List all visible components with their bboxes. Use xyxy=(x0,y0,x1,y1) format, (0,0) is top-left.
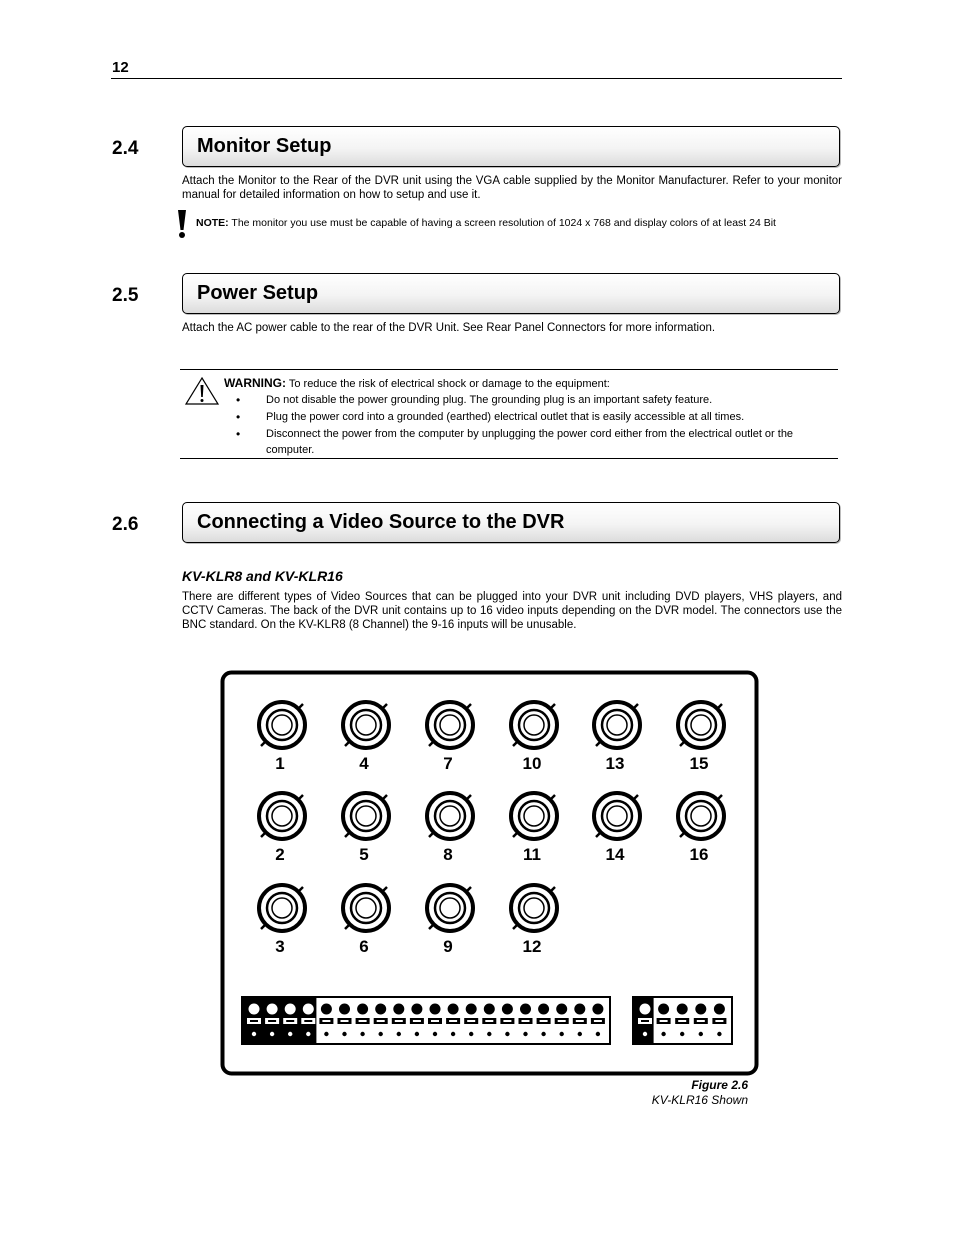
bnc-label: 1 xyxy=(275,754,285,773)
warning-item: • Plug the power cord into a grounded (earthed) electrical outlet that is easily accessible at all times. xyxy=(236,410,826,426)
warning-item: • Disconnect the power from the computer by unplugging the power cord either from the electrical outlet or the computer. xyxy=(236,427,826,458)
bnc-label: 4 xyxy=(359,754,369,773)
warning-heading xyxy=(224,376,610,390)
note-label: NOTE: xyxy=(196,217,229,229)
monitor-setup-paragraph: Attach the Monitor to the Rear of the DVR unit using the VGA cable supplied by the Monitor Manufacturer. Refer to your monitor manual for detailed information on how to setup and use it. xyxy=(182,175,842,201)
terminal-block xyxy=(633,997,732,1044)
section-number-2-6: 2.6 xyxy=(112,514,139,535)
bnc-label: 16 xyxy=(689,845,709,864)
note-block xyxy=(172,208,852,240)
rear-panel-diagram xyxy=(220,670,760,1078)
section-header-power-setup xyxy=(182,273,840,314)
bnc-label: 11 xyxy=(523,845,541,864)
bnc-label: 12 xyxy=(522,937,542,956)
terminal-blocks xyxy=(242,997,732,1044)
power-setup-paragraph: Attach the AC power cable to the rear of the DVR Unit. See Rear Panel Connectors for more information. xyxy=(182,322,716,334)
bnc-label: 3 xyxy=(275,937,285,956)
header-rule xyxy=(111,78,842,79)
section-header-video-source xyxy=(182,502,840,543)
bnc-label: 15 xyxy=(689,754,709,773)
bnc-label: 2 xyxy=(275,845,285,864)
bnc-label: 10 xyxy=(522,754,542,773)
note-body: The monitor you use must be capable of having a screen resolution of 1024 x 768 and display colors of at least 24 Bit xyxy=(228,217,776,229)
page-number: 12 xyxy=(112,59,129,76)
warning-label: WARNING: xyxy=(224,376,286,390)
warning-list xyxy=(236,393,826,460)
warning-item: • Do not disable the power grounding plug. The grounding plug is an important safety feature. xyxy=(236,393,826,409)
section-number-2-4: 2.4 xyxy=(112,138,139,159)
bnc-label: 6 xyxy=(359,937,369,956)
section-title: Monitor Setup xyxy=(197,135,332,157)
section-header-monitor-setup xyxy=(182,126,840,167)
exclamation-icon xyxy=(174,209,190,239)
video-source-paragraph: There are different types of Video Sources that can be plugged into your DVR unit including DVD players, VHS players, and CCTV Cameras. The back of the DVR unit contains up to 16 video inputs depending on the DVR model. The connectors use the BNC standard. On the KV-KLR8 (8 Channel) the 9-16 inputs will be unusable. xyxy=(182,591,842,631)
bnc-label: 5 xyxy=(359,845,369,864)
terminal-block xyxy=(242,997,610,1044)
section-number-2-5: 2.5 xyxy=(112,285,139,306)
figure-number: Figure 2.6 xyxy=(691,1078,748,1092)
warning-block xyxy=(180,369,838,459)
bnc-label: 9 xyxy=(443,937,453,956)
warning-intro: To reduce the risk of electrical shock or damage to the equipment: xyxy=(286,378,610,390)
warning-triangle-icon xyxy=(184,376,220,406)
bnc-label: 14 xyxy=(605,845,625,864)
figure-caption: KV-KLR16 Shown xyxy=(651,1093,748,1107)
section-title: Connecting a Video Source to the DVR xyxy=(197,511,565,533)
bnc-label: 8 xyxy=(443,845,453,864)
section-title: Power Setup xyxy=(197,282,319,304)
bnc-label: 13 xyxy=(605,754,625,773)
model-subheading: KV-KLR8 and KV-KLR16 xyxy=(182,568,343,584)
note-text xyxy=(196,217,776,229)
bnc-label: 7 xyxy=(443,754,453,773)
